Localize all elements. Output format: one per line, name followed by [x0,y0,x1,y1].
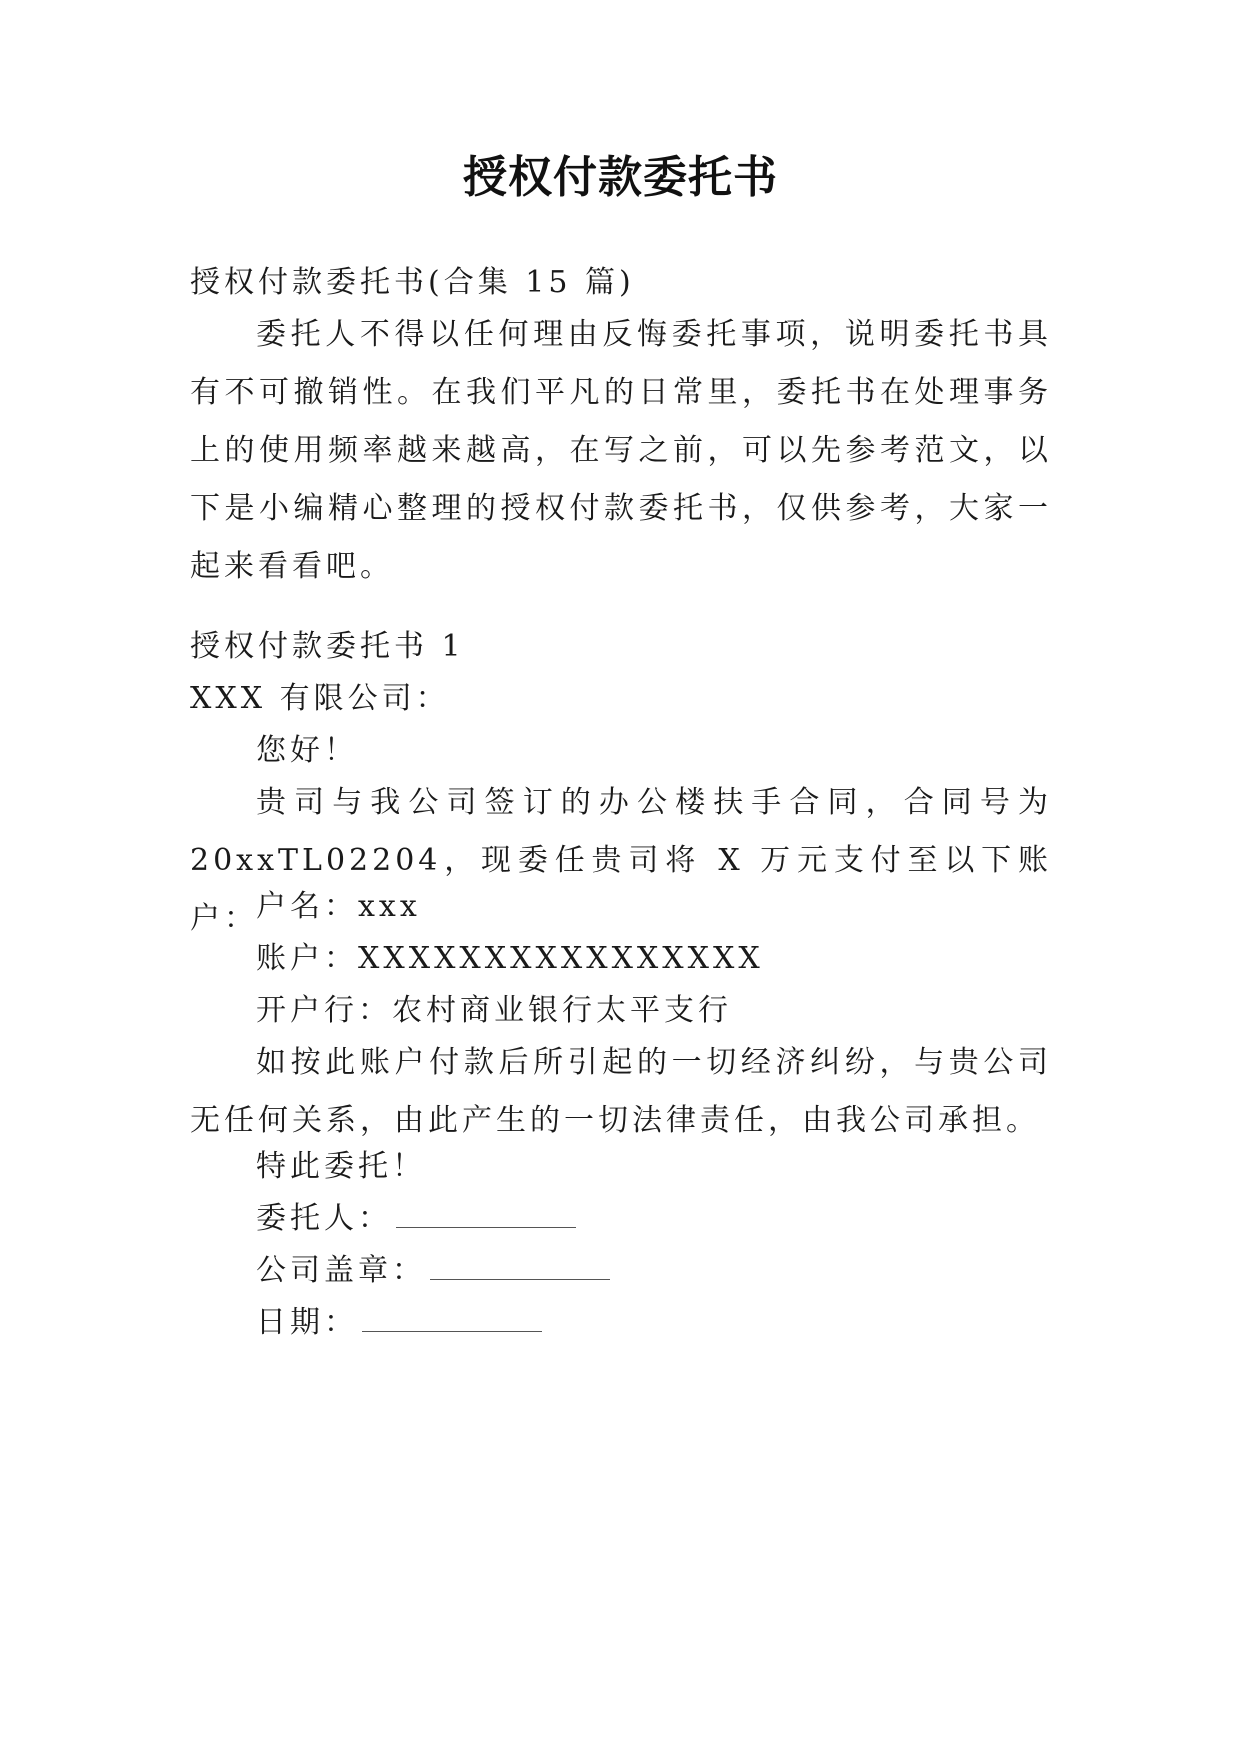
principal-blank [396,1207,576,1228]
seal-label: 公司盖章： [256,1253,426,1288]
date-blank [362,1311,542,1332]
collection-subtitle: 授权付款委托书(合集 15 篇) [190,265,635,300]
intro-paragraph: 委托人不得以任何理由反悔委托事项，说明委托书具有不可撤销性。在我们平凡的日常里，委托书在处理事务上的使用频率越来越高，在写之前，可以先参考范文，以下是小编精心整理的授权付款委托书，仅供参考，大家一起来看看吧。 [190,317,1052,584]
date-signature-line [256,1294,542,1352]
document-title: 授权付款委托书 [463,152,778,203]
addressee: XXX 有限公司： [190,681,450,716]
account-name: 户名：xxx [256,889,421,924]
closing-line: 特此委托！ [256,1149,426,1184]
greeting: 您好！ [256,733,358,768]
principal-label: 委托人： [256,1201,392,1236]
account-number: 账户：XXXXXXXXXXXXXXXX [256,941,764,976]
seal-signature-line [256,1242,610,1300]
date-label: 日期： [256,1305,358,1340]
section-heading: 授权付款委托书 1 [190,629,465,664]
principal-signature-line [256,1190,576,1248]
seal-blank [430,1259,610,1280]
liability-paragraph: 如按此账户付款后所引起的一切经济纠纷，与贵公司无任何关系，由此产生的一切法律责任，由我公司承担。 [190,1045,1052,1138]
bank-name: 开户行：农村商业银行太平支行 [256,993,732,1028]
contract-paragraph: 贵司与我公司签订的办公楼扶手合同，合同号为 20xxTL02204，现委任贵司将 X 万元支付至以下账户： [190,785,1052,936]
